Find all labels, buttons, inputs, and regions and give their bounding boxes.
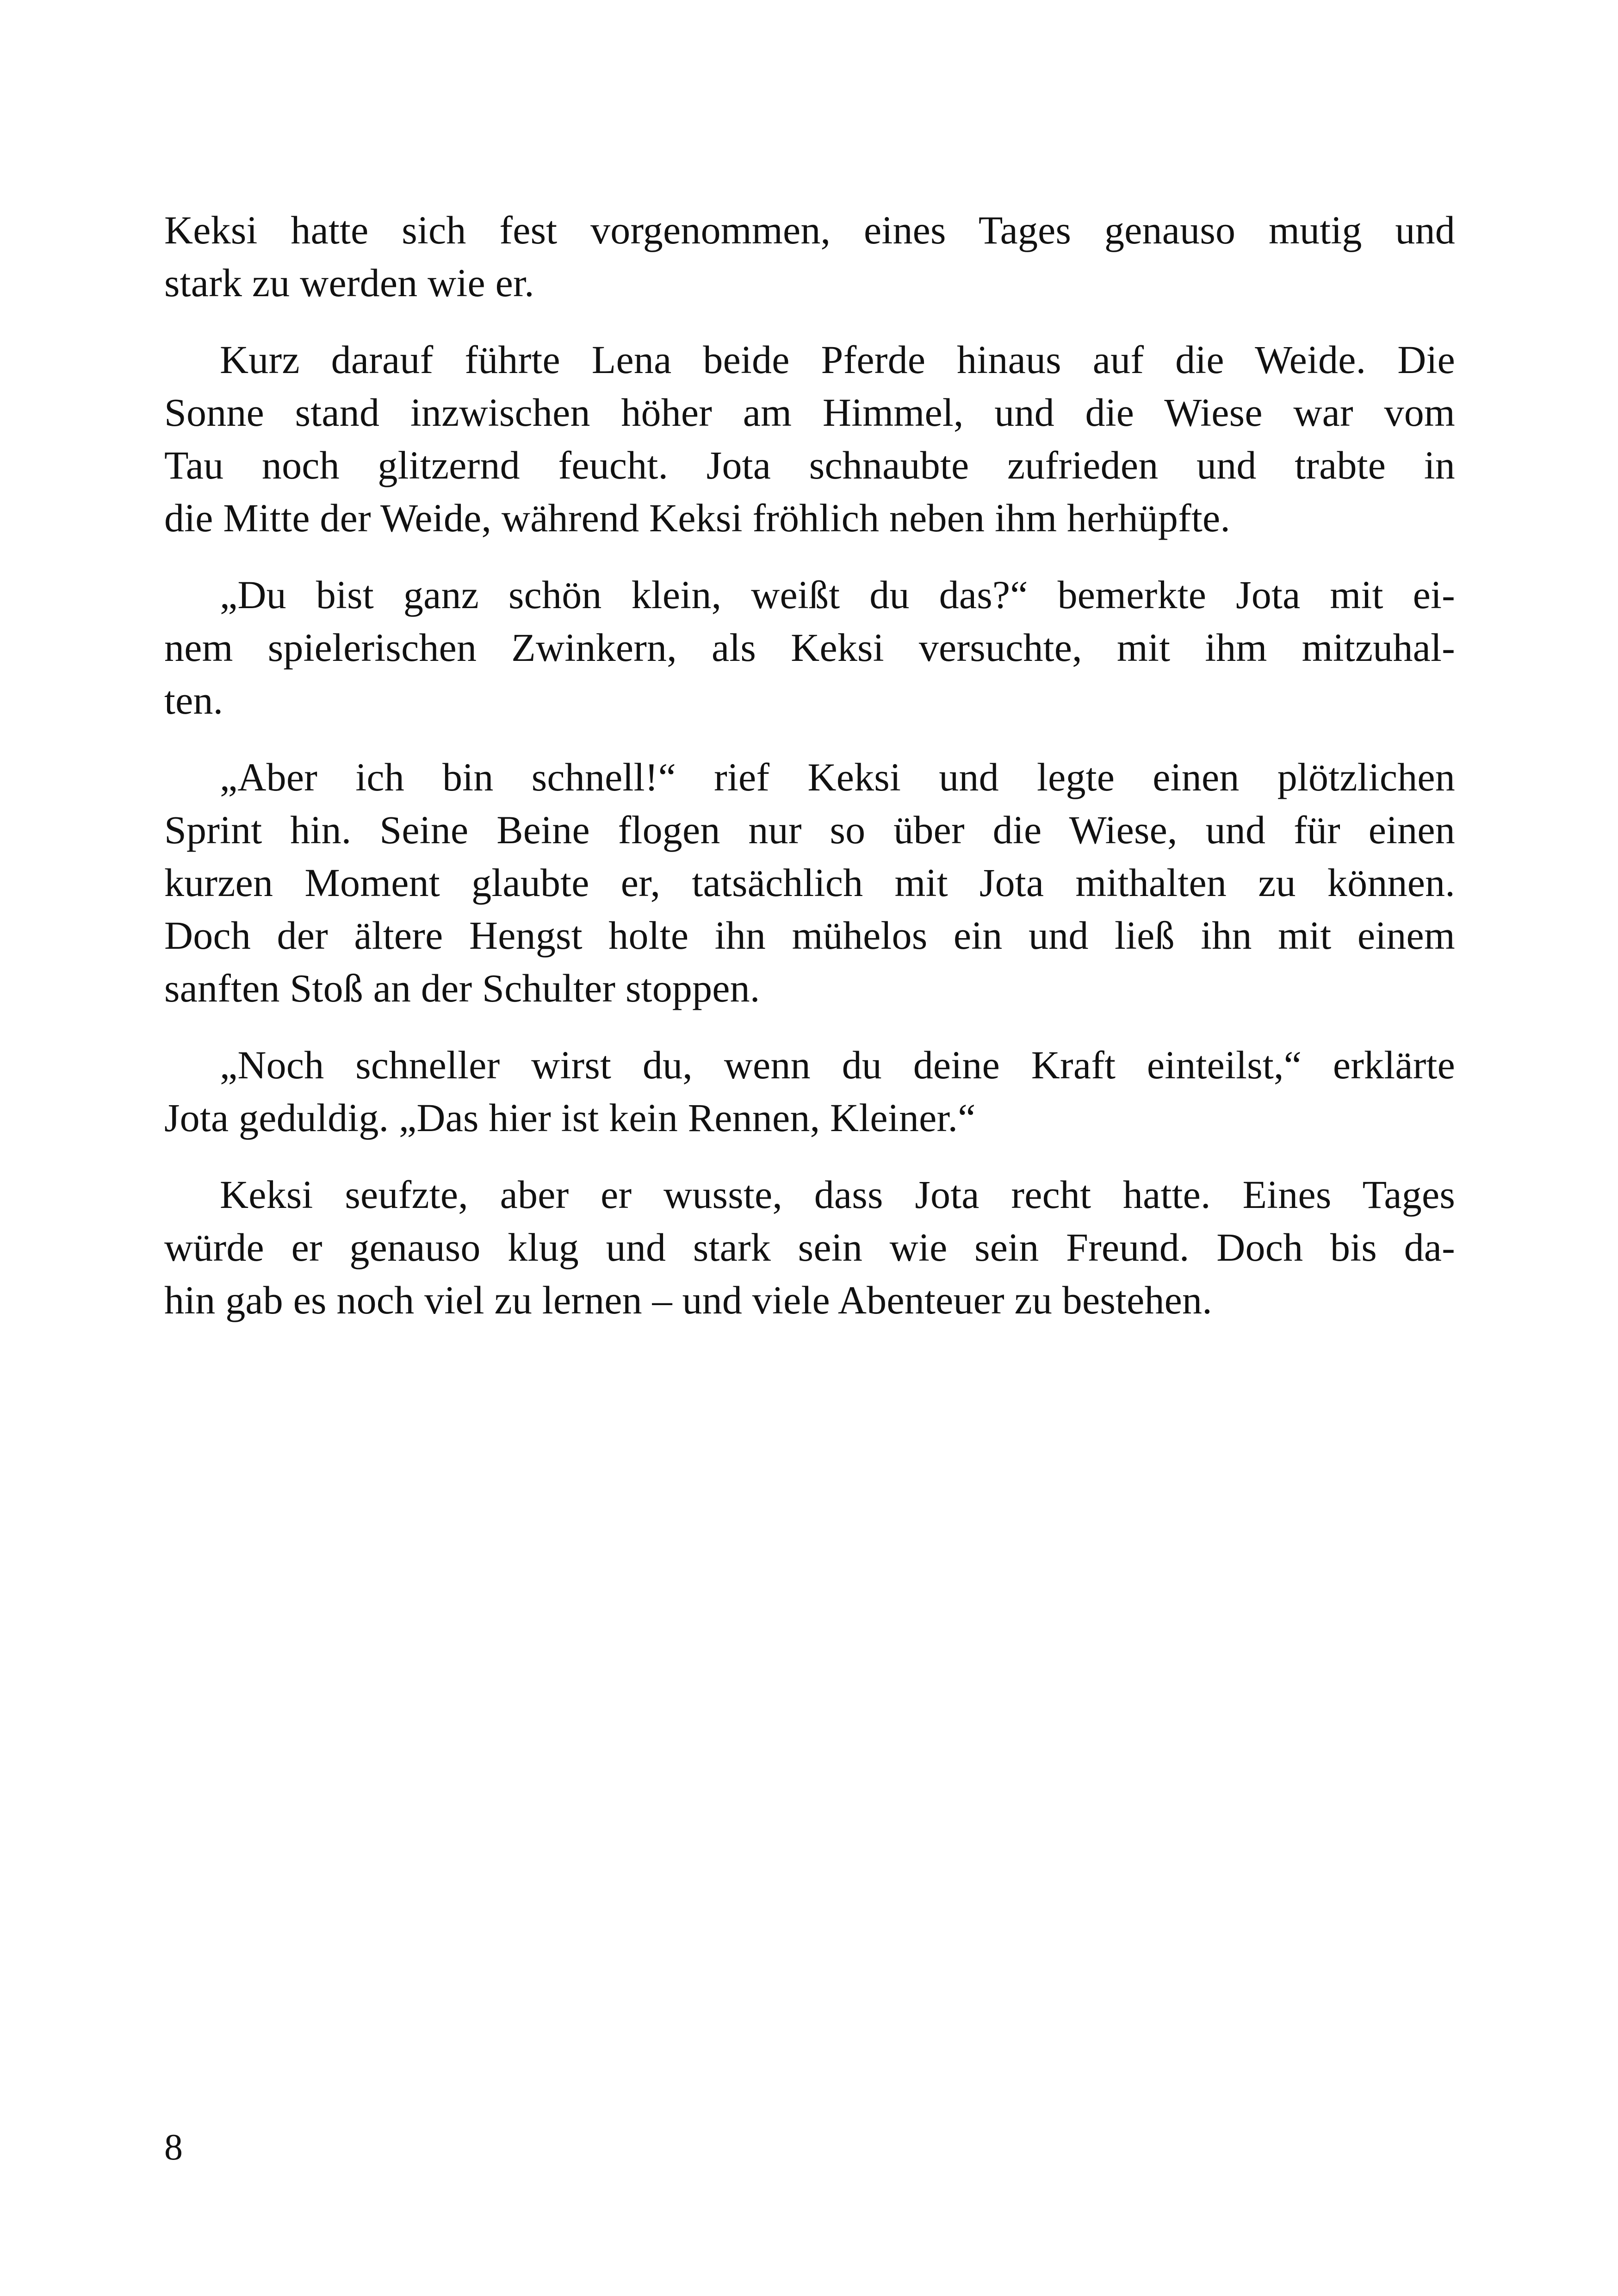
text-line: die Mitte der Weide, während Keksi fröhlich neben ihm herhüpfte.: [164, 496, 1231, 540]
text-line: „Du bist ganz schön klein, weißt du das?“ bemerkte Jota mit ei-: [220, 572, 1455, 617]
paragraph-1: [164, 204, 1455, 309]
text-line: Keksi hatte sich fest vorgenommen, eines Tages genauso mutig und: [164, 208, 1455, 252]
paragraph-6: [164, 1168, 1455, 1326]
text-line: Kurz darauf führte Lena beide Pferde hinaus auf die Weide. Die: [220, 337, 1455, 382]
text-line: Doch der ältere Hengst holte ihn mühelos ein und ließ ihn mit einem: [164, 913, 1455, 958]
text-line: würde er genauso klug und stark sein wie sein Freund. Doch bis da-: [164, 1225, 1455, 1269]
paragraph-2: [164, 333, 1455, 544]
text-line: hin gab es noch viel zu lernen – und viele Abenteuer zu bestehen.: [164, 1278, 1212, 1322]
text-line: nem spielerischen Zwinkern, als Keksi versuchte, mit ihm mitzuhal-: [164, 625, 1455, 670]
paragraph-3: [164, 568, 1455, 727]
paragraph-4: [164, 751, 1455, 1014]
text-line: kurzen Moment glaubte er, tatsächlich mit Jota mithalten zu können.: [164, 860, 1455, 905]
page-number: 8: [164, 2127, 183, 2168]
text-line: ten.: [164, 678, 223, 722]
text-line: stark zu werden wie er.: [164, 261, 534, 305]
text-line: Tau noch glitzernd feucht. Jota schnaubte zufrieden und trabte in: [164, 443, 1455, 487]
text-line: Jota geduldig. „Das hier ist kein Rennen, Kleiner.“: [164, 1095, 976, 1140]
body-text: [164, 204, 1455, 1326]
text-line: Keksi seufzte, aber er wusste, dass Jota recht hatte. Eines Tages: [220, 1172, 1455, 1217]
text-line: Sprint hin. Seine Beine flogen nur so über die Wiese, und für einen: [164, 808, 1455, 852]
text-line: „Noch schneller wirst du, wenn du deine Kraft einteilst,“ erklärte: [220, 1043, 1455, 1087]
text-line: Sonne stand inzwischen höher am Himmel, und die Wiese war vom: [164, 390, 1455, 435]
paragraph-5: [164, 1039, 1455, 1144]
text-line: sanften Stoß an der Schulter stoppen.: [164, 966, 760, 1010]
text-line: „Aber ich bin schnell!“ rief Keksi und legte einen plötzlichen: [220, 755, 1455, 799]
